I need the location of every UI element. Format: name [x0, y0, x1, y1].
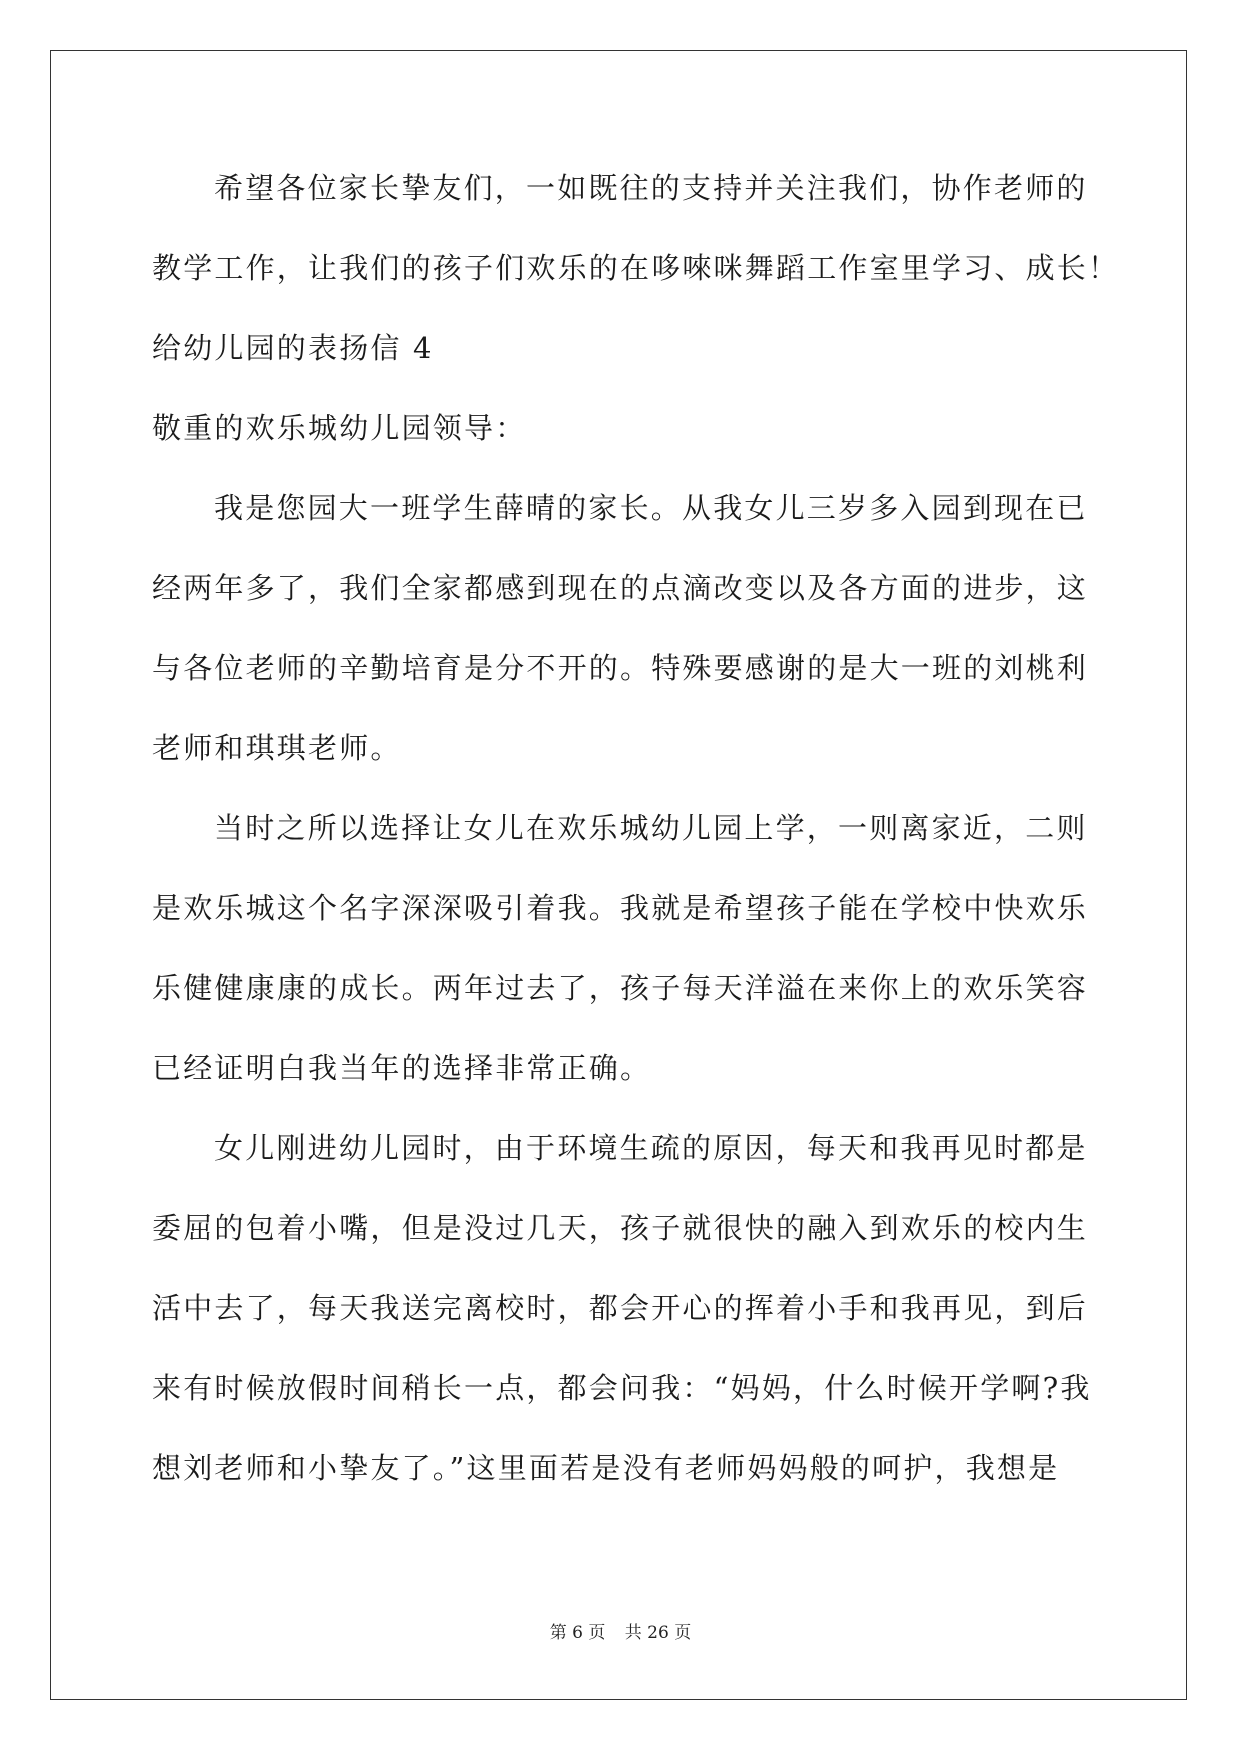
page-footer [0, 1618, 1241, 1643]
text-line: 已经证明白我当年的选择非常正确。 [152, 1051, 652, 1085]
text-line: 我是您园大一班学生薛晴的家长。从我女儿三岁多入园到现在已 [214, 491, 1088, 525]
section-heading: 给幼儿园的表扬信 4 [152, 331, 434, 365]
text-line: 乐健健康康的成长。两年过去了，孩子每天洋溢在来你上的欢乐笑容 [152, 971, 1089, 1005]
text-line: 来有时候放假时间稍长一点，都会问我：“妈妈，什么时候开学啊?我 [152, 1371, 1092, 1405]
text-line: 委屈的包着小嘴，但是没过几天，孩子就很快的融入到欢乐的校内生 [152, 1211, 1089, 1245]
text-line: 老师和琪琪老师。 [152, 731, 402, 765]
text-line: 女儿刚进幼儿园时，由于环境生疏的原因，每天和我再见时都是 [214, 1131, 1088, 1165]
text-line: 经两年多了，我们全家都感到现在的点滴改变以及各方面的进步，这 [152, 571, 1089, 605]
salutation: 敬重的欢乐城幼儿园领导： [152, 411, 527, 445]
text-line: 想刘老师和小挚友了。”这里面若是没有老师妈妈般的呵护，我想是 [152, 1451, 1060, 1485]
text-line: 当时之所以选择让女儿在欢乐城幼儿园上学，一则离家近，二则 [214, 811, 1088, 845]
page-total: 共 26 页 [624, 1623, 692, 1643]
text-line: 教学工作，让我们的孩子们欢乐的在哆唻咪舞蹈工作室里学习、成长！ [152, 251, 1120, 285]
text-line: 活中去了，每天我送完离校时，都会开心的挥着小手和我再见，到后 [152, 1291, 1089, 1325]
text-line: 与各位老师的辛勤培育是分不开的。特殊要感谢的是大一班的刘桃利 [152, 651, 1089, 685]
text-line: 希望各位家长挚友们，一如既往的支持并关注我们，协作老师的 [214, 171, 1088, 205]
page-number: 第 6 页 [549, 1623, 606, 1643]
text-line: 是欢乐城这个名字深深吸引着我。我就是希望孩子能在学校中快欢乐 [152, 891, 1089, 925]
